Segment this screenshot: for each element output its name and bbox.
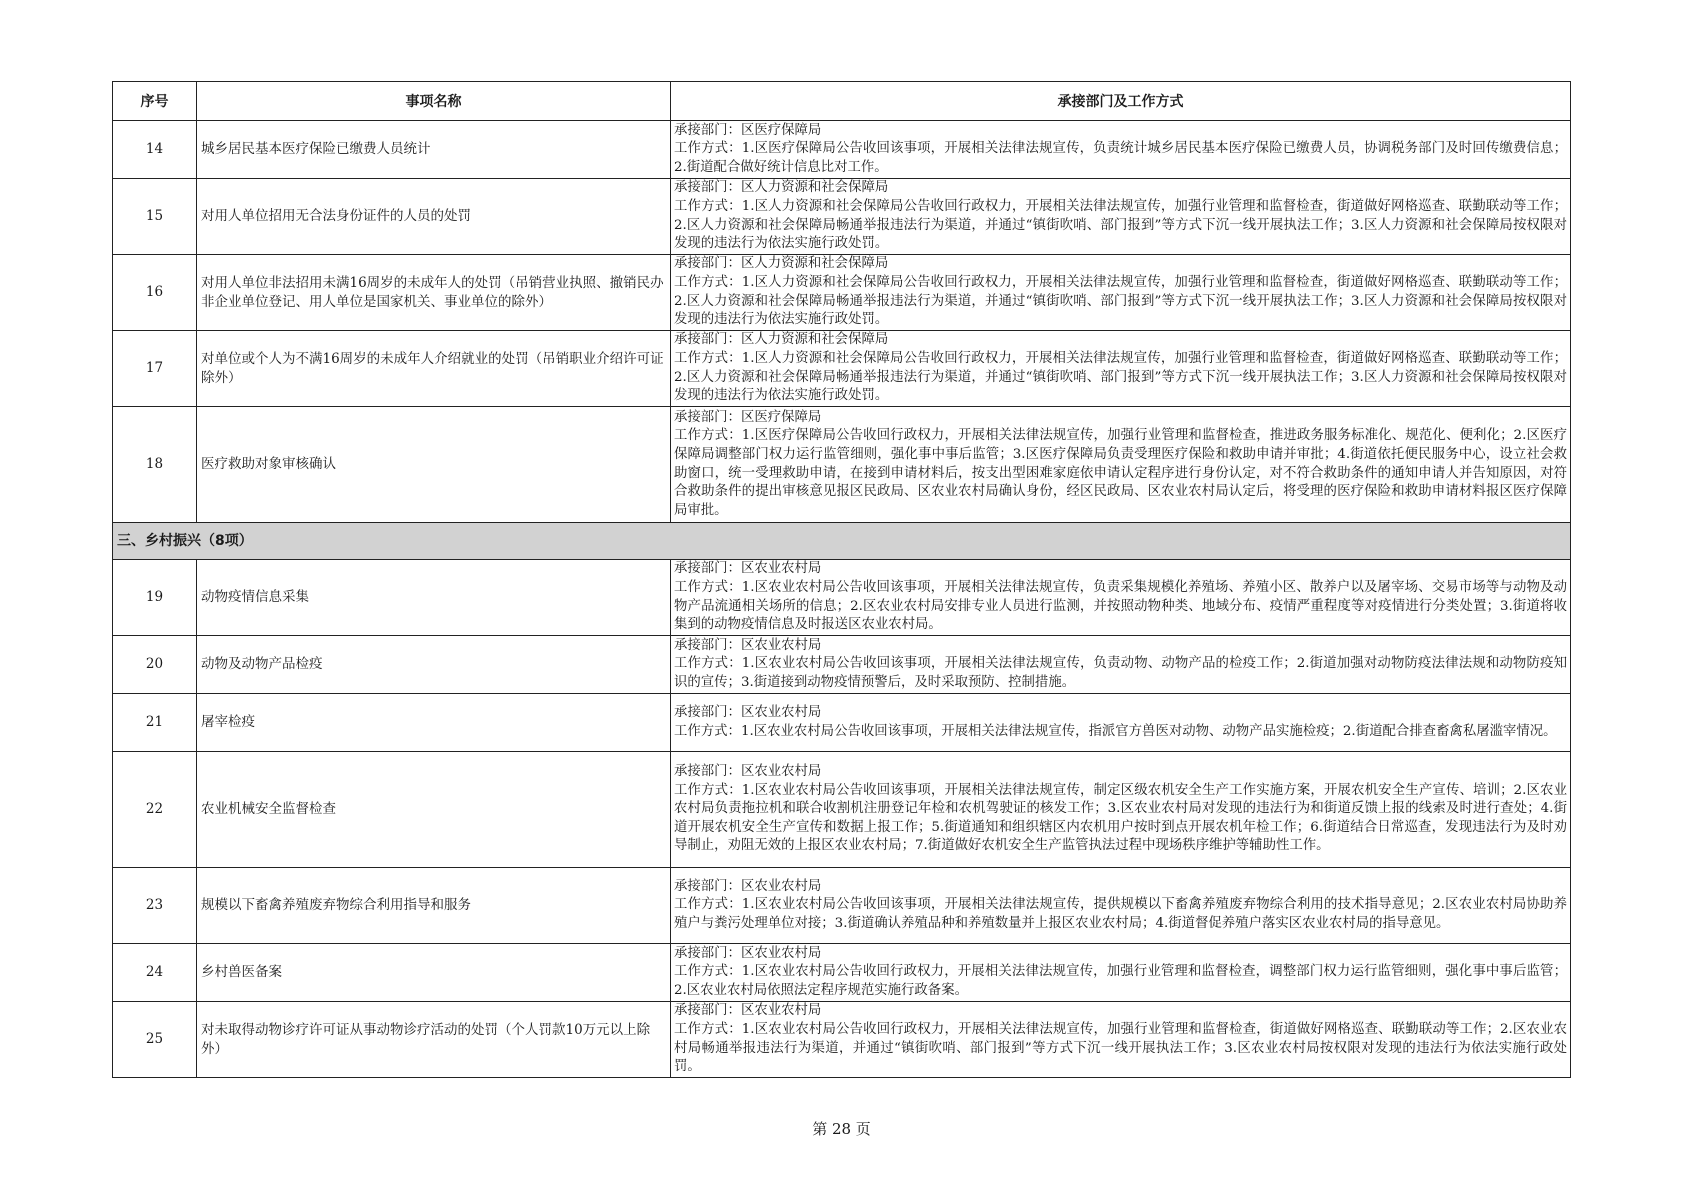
department-line: 承接部门：区农业农村局 (674, 704, 822, 720)
row-index: 21 (113, 694, 197, 752)
row-item-name: 对单位或个人为不满16周岁的未成年人介绍就业的处罚（吊销职业介绍许可证除外） (197, 331, 671, 407)
row-index: 24 (113, 944, 197, 1002)
row-item-name: 乡村兽医备案 (197, 944, 671, 1002)
row-index: 16 (113, 255, 197, 331)
row-item-name: 动物及动物产品检疫 (197, 636, 671, 694)
department-line: 承接部门：区农业农村局 (674, 637, 822, 653)
department-line: 承接部门：区医疗保障局 (674, 409, 822, 425)
department-line: 承接部门：区农业农村局 (674, 878, 822, 894)
table-header-row (113, 82, 1571, 121)
table-row (113, 121, 1571, 179)
table-row (113, 1002, 1571, 1078)
table-row (113, 255, 1571, 331)
table-row (113, 944, 1571, 1002)
work-method: 工作方式：1.区人力资源和社会保障局公告收回行政权力，开展相关法律法规宣传，加强行业管理和监督检查，街道做好网格巡查、联勤联动等工作；2.区人力资源和社会保障局畅通举报违法行为渠道，并通过“镇街吹哨、部门报到”等方式下沉一线开展执法工作；3.区人力资源和社会保障局按权限对发现的违法行为依法实施行政处罚。 (674, 198, 1567, 252)
row-department-method (671, 1002, 1571, 1078)
table-row (113, 179, 1571, 255)
row-index: 14 (113, 121, 197, 179)
department-line: 承接部门：区农业农村局 (674, 945, 822, 961)
row-department-method (671, 752, 1571, 868)
work-method: 工作方式：1.区医疗保障局公告收回该事项，开展相关法律法规宣传，负责统计城乡居民基本医疗保险已缴费人员，协调税务部门及时回传缴费信息；2.街道配合做好统计信息比对工作。 (674, 141, 1567, 175)
department-line: 承接部门：区医疗保障局 (674, 122, 822, 138)
row-department-method (671, 636, 1571, 694)
document-sheet (112, 81, 1570, 1078)
section-row (113, 523, 1571, 560)
work-method: 工作方式：1.区农业农村局公告收回该事项，开展相关法律法规宣传，负责采集规模化养殖场、养殖小区、散养户以及屠宰场、交易市场等与动物及动物产品流通相关场所的信息；2.区农业农村局安排专业人员进行监测，并按照动物种类、地域分布、疫情严重程度等对疫情进行分类处置；3.街道将收集到的动物疫情信息及时报送区农业农村局。 (674, 579, 1567, 633)
row-department-method (671, 560, 1571, 636)
row-index: 23 (113, 868, 197, 944)
row-item-name: 对用人单位非法招用未满16周岁的未成年人的处罚（吊销营业执照、撤销民办非企业单位登记、用人单位是国家机关、事业单位的除外） (197, 255, 671, 331)
department-line: 承接部门：区农业农村局 (674, 561, 822, 577)
work-method: 工作方式：1.区农业农村局公告收回行政权力，开展相关法律法规宣传，加强行业管理和监督检查，街道做好网格巡查、联勤联动等工作；2.区农业农村局畅通举报违法行为渠道，并通过“镇街吹哨、部门报到”等方式下沉一线开展执法工作；3.区农业农村局按权限对发现的违法行为依法实施行政处罚。 (674, 1021, 1567, 1075)
table-row (113, 636, 1571, 694)
department-line: 承接部门：区人力资源和社会保障局 (674, 180, 889, 196)
header-index: 序号 (113, 82, 197, 121)
row-index: 17 (113, 331, 197, 407)
work-method: 工作方式：1.区医疗保障局公告收回行政权力，开展相关法律法规宣传，加强行业管理和监督检查，推进政务服务标准化、规范化、便利化；2.区医疗保障局调整部门权力运行监管细则，强化事中事后监管；3.区医疗保障局负责受理医疗保险和救助申请并审批；4.街道依托便民服务中心，设立社会救助窗口，统一受理救助申请，在接到申请材料后，按支出型困难家庭依申请认定程序进行身份认定，对不符合救助条件的通知申请人并告知原因，对符合救助条件的提出审核意见报区民政局、区农业农村局确认身份，经区民政局、区农业农村局认定后，将受理的医疗保险和救助申请材料报区医疗保障局审批。 (674, 428, 1567, 518)
work-method: 工作方式：1.区农业农村局公告收回行政权力，开展相关法律法规宣传，加强行业管理和监督检查，调整部门权力运行监管细则，强化事中事后监管；2.区农业农村局依照法定程序规范实施行政备案。 (674, 964, 1567, 998)
table-row (113, 752, 1571, 868)
header-department-method: 承接部门及工作方式 (671, 82, 1571, 121)
row-department-method (671, 868, 1571, 944)
row-index: 25 (113, 1002, 197, 1078)
department-line: 承接部门：区农业农村局 (674, 764, 822, 780)
work-method: 工作方式：1.区农业农村局公告收回该事项，开展相关法律法规宣传，制定区级农机安全生产工作实施方案，开展农机安全生产宣传、培训；2.区农业农村局负责拖拉机和联合收割机注册登记年检和农机驾驶证的核发工作；3.区农业农村局对发现的违法行为和街道反馈上报的线索及时进行查处；4.街道开展农机安全生产宣传和数据上报工作；5.街道通知和组织辖区内农机用户按时到点开展农机年检工作；6.街道结合日常巡查，发现违法行为及时劝导制止，劝阻无效的上报区农业农村局；7.街道做好农机安全生产监管执法过程中现场秩序维护等辅助性工作。 (674, 782, 1567, 854)
row-index: 19 (113, 560, 197, 636)
row-item-name: 规模以下畜禽养殖废弃物综合利用指导和服务 (197, 868, 671, 944)
table-row (113, 560, 1571, 636)
department-line: 承接部门：区人力资源和社会保障局 (674, 256, 889, 272)
work-method: 工作方式：1.区农业农村局公告收回该事项，开展相关法律法规宣传，指派官方兽医对动物、动物产品实施检疫；2.街道配合排查畜禽私屠滥宰情况。 (674, 723, 1557, 739)
row-item-name: 医疗救助对象审核确认 (197, 407, 671, 523)
row-department-method (671, 255, 1571, 331)
row-item-name: 对用人单位招用无合法身份证件的人员的处罚 (197, 179, 671, 255)
section-title: 三、乡村振兴（8项） (113, 523, 1571, 560)
row-department-method (671, 179, 1571, 255)
table-row (113, 868, 1571, 944)
row-department-method (671, 944, 1571, 1002)
header-item-name: 事项名称 (197, 82, 671, 121)
row-department-method (671, 694, 1571, 752)
row-index: 18 (113, 407, 197, 523)
row-index: 20 (113, 636, 197, 694)
item-table (112, 81, 1571, 1078)
department-line: 承接部门：区人力资源和社会保障局 (674, 332, 889, 348)
row-item-name: 城乡居民基本医疗保险已缴费人员统计 (197, 121, 671, 179)
row-item-name: 对未取得动物诊疗许可证从事动物诊疗活动的处罚（个人罚款10万元以上除外） (197, 1002, 671, 1078)
row-department-method (671, 121, 1571, 179)
row-index: 22 (113, 752, 197, 868)
row-item-name: 农业机械安全监督检查 (197, 752, 671, 868)
table-row (113, 407, 1571, 523)
page-number: 第 28 页 (812, 1120, 871, 1138)
work-method: 工作方式：1.区人力资源和社会保障局公告收回行政权力，开展相关法律法规宣传，加强行业管理和监督检查，街道做好网格巡查、联勤联动等工作；2.区人力资源和社会保障局畅通举报违法行为渠道，并通过“镇街吹哨、部门报到”等方式下沉一线开展执法工作；3.区人力资源和社会保障局按权限对发现的违法行为依法实施行政处罚。 (674, 350, 1567, 404)
work-method: 工作方式：1.区农业农村局公告收回该事项，开展相关法律法规宣传，提供规模以下畜禽养殖废弃物综合利用的技术指导意见；2.区农业农村局协助养殖户与粪污处理单位对接；3.街道确认养殖品种和养殖数量并上报区农业农村局；4.街道督促养殖户落实区农业农村局的指导意见。 (674, 897, 1567, 931)
department-line: 承接部门：区农业农村局 (674, 1003, 822, 1019)
row-item-name: 屠宰检疫 (197, 694, 671, 752)
row-department-method (671, 407, 1571, 523)
table-row (113, 331, 1571, 407)
row-item-name: 动物疫情信息采集 (197, 560, 671, 636)
work-method: 工作方式：1.区人力资源和社会保障局公告收回行政权力，开展相关法律法规宣传，加强行业管理和监督检查，街道做好网格巡查、联勤联动等工作；2.区人力资源和社会保障局畅通举报违法行为渠道，并通过“镇街吹哨、部门报到”等方式下沉一线开展执法工作；3.区人力资源和社会保障局按权限对发现的违法行为依法实施行政处罚。 (674, 274, 1567, 328)
table-row (113, 694, 1571, 752)
row-index: 15 (113, 179, 197, 255)
row-department-method (671, 331, 1571, 407)
work-method: 工作方式：1.区农业农村局公告收回该事项，开展相关法律法规宣传，负责动物、动物产品的检疫工作；2.街道加强对动物防疫法律法规和动物防疫知识的宣传；3.街道接到动物疫情预警后，及时采取预防、控制措施。 (674, 656, 1567, 690)
